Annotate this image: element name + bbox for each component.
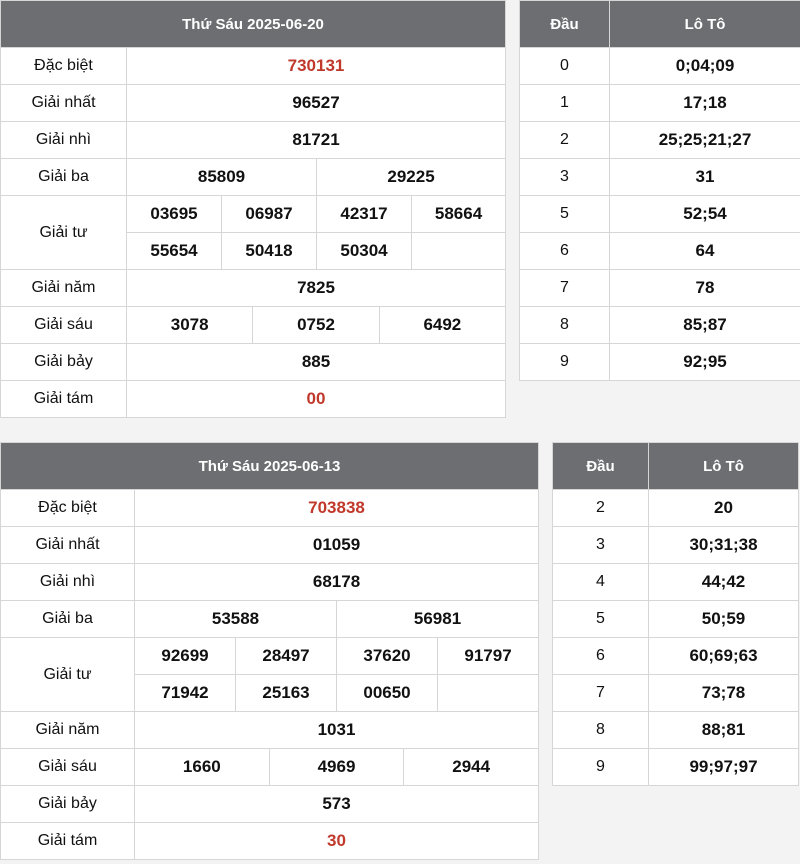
loto-row <box>553 749 799 786</box>
label-third: Giải ba <box>1 159 127 196</box>
label-fifth: Giải năm <box>1 712 135 749</box>
row-fifth <box>1 270 506 307</box>
loto-row <box>520 233 800 270</box>
label-fifth: Giải năm <box>1 270 127 307</box>
row-seventh <box>1 786 539 823</box>
row-fifth <box>1 712 539 749</box>
label-seventh: Giải bảy <box>1 344 127 381</box>
prize-fourth-1: 03695 <box>127 196 222 233</box>
loto-row <box>520 48 800 85</box>
prize-eighth: 00 <box>127 381 506 418</box>
loto-value: 20 <box>649 490 799 527</box>
prize-second: 81721 <box>127 122 506 159</box>
loto-table-2 <box>552 442 799 786</box>
loto-dau: 7 <box>520 270 610 307</box>
prize-sixth-2: 0752 <box>253 307 379 343</box>
prize-fourth-1: 92699 <box>135 638 236 675</box>
prize-third-1: 53588 <box>135 601 337 638</box>
header-dau: Đầu <box>553 443 649 490</box>
prize-sixth-group <box>135 749 539 786</box>
prize-fourth-5: 55654 <box>127 233 222 270</box>
loto-dau: 3 <box>553 527 649 564</box>
prize-second: 68178 <box>135 564 539 601</box>
results-title: Thứ Sáu 2025-06-20 <box>1 1 506 48</box>
label-third: Giải ba <box>1 601 135 638</box>
loto-value: 78 <box>610 270 800 307</box>
row-seventh <box>1 344 506 381</box>
prize-special: 703838 <box>135 490 539 527</box>
loto-value: 92;95 <box>610 344 800 381</box>
loto-value: 31 <box>610 159 800 196</box>
prize-seventh: 885 <box>127 344 506 381</box>
row-third <box>1 159 506 196</box>
empty-cell <box>438 675 539 712</box>
label-sixth: Giải sáu <box>1 749 135 786</box>
prize-fourth-3: 42317 <box>317 196 412 233</box>
row-eighth <box>1 823 539 860</box>
row-sixth <box>1 307 506 344</box>
header-loto: Lô Tô <box>649 443 799 490</box>
label-fourth: Giải tư <box>1 196 127 270</box>
loto-value: 25;25;21;27 <box>610 122 800 159</box>
loto-table-1 <box>519 0 800 381</box>
loto-dau: 5 <box>520 196 610 233</box>
loto-row <box>520 196 800 233</box>
prize-fourth-4: 58664 <box>412 196 506 233</box>
loto-value: 30;31;38 <box>649 527 799 564</box>
prize-sixth-group <box>127 307 506 344</box>
results-table-2 <box>0 442 539 860</box>
row-second <box>1 122 506 159</box>
prize-fourth-2: 06987 <box>222 196 317 233</box>
prize-sixth-3: 6492 <box>423 315 462 334</box>
loto-dau: 2 <box>520 122 610 159</box>
loto-dau: 8 <box>520 307 610 344</box>
label-special: Đặc biệt <box>1 490 135 527</box>
loto-row <box>553 638 799 675</box>
prize-fourth-3: 37620 <box>337 638 438 675</box>
loto-row <box>553 527 799 564</box>
loto-row <box>520 344 800 381</box>
loto-dau: 4 <box>553 564 649 601</box>
prize-fifth: 1031 <box>135 712 539 749</box>
loto-dau: 0 <box>520 48 610 85</box>
label-second: Giải nhì <box>1 564 135 601</box>
loto-row <box>553 490 799 527</box>
results-title: Thứ Sáu 2025-06-13 <box>1 443 539 490</box>
results-table-1 <box>0 0 506 418</box>
loto-row <box>553 564 799 601</box>
prize-fourth-4: 91797 <box>438 638 539 675</box>
loto-dau: 9 <box>520 344 610 381</box>
loto-value: 52;54 <box>610 196 800 233</box>
row-third <box>1 601 539 638</box>
header-loto: Lô Tô <box>610 1 800 48</box>
prize-third-1: 85809 <box>127 159 317 196</box>
row-second <box>1 564 539 601</box>
loto-row <box>520 307 800 344</box>
row-first <box>1 85 506 122</box>
prize-sixth-1: 1660 <box>135 749 270 785</box>
row-eighth <box>1 381 506 418</box>
loto-row <box>553 712 799 749</box>
prize-sixth-2: 4969 <box>270 749 405 785</box>
loto-row <box>520 270 800 307</box>
prize-fourth-6: 25163 <box>236 675 337 712</box>
loto-dau: 6 <box>553 638 649 675</box>
label-first: Giải nhất <box>1 85 127 122</box>
empty-cell <box>412 233 506 270</box>
prize-eighth: 30 <box>135 823 539 860</box>
prize-fourth-6: 50418 <box>222 233 317 270</box>
label-first: Giải nhất <box>1 527 135 564</box>
label-eighth: Giải tám <box>1 823 135 860</box>
prize-third-2: 29225 <box>317 159 506 196</box>
loto-value: 85;87 <box>610 307 800 344</box>
prize-seventh: 573 <box>135 786 539 823</box>
label-second: Giải nhì <box>1 122 127 159</box>
prize-sixth-3: 2944 <box>452 757 491 776</box>
label-fourth: Giải tư <box>1 638 135 712</box>
loto-row <box>553 675 799 712</box>
label-special: Đặc biệt <box>1 48 127 85</box>
loto-dau: 6 <box>520 233 610 270</box>
loto-value: 64 <box>610 233 800 270</box>
loto-row <box>520 122 800 159</box>
loto-value: 0;04;09 <box>610 48 800 85</box>
loto-dau: 1 <box>520 85 610 122</box>
prize-fourth-5: 71942 <box>135 675 236 712</box>
label-seventh: Giải bảy <box>1 786 135 823</box>
row-special <box>1 48 506 85</box>
loto-value: 99;97;97 <box>649 749 799 786</box>
label-sixth: Giải sáu <box>1 307 127 344</box>
row-first <box>1 527 539 564</box>
prize-first: 96527 <box>127 85 506 122</box>
row-special <box>1 490 539 527</box>
loto-dau: 5 <box>553 601 649 638</box>
row-fourth-1 <box>1 196 506 233</box>
loto-row <box>520 159 800 196</box>
loto-dau: 3 <box>520 159 610 196</box>
prize-fifth: 7825 <box>127 270 506 307</box>
loto-value: 73;78 <box>649 675 799 712</box>
draw-block-1 <box>0 0 800 418</box>
loto-value: 50;59 <box>649 601 799 638</box>
loto-row <box>553 601 799 638</box>
loto-value: 60;69;63 <box>649 638 799 675</box>
row-sixth <box>1 749 539 786</box>
loto-dau: 8 <box>553 712 649 749</box>
prize-third-2: 56981 <box>337 601 539 638</box>
prize-first: 01059 <box>135 527 539 564</box>
label-eighth: Giải tám <box>1 381 127 418</box>
prize-fourth-2: 28497 <box>236 638 337 675</box>
loto-dau: 7 <box>553 675 649 712</box>
loto-dau: 2 <box>553 490 649 527</box>
prize-fourth-7: 50304 <box>317 233 412 270</box>
prize-fourth-7: 00650 <box>337 675 438 712</box>
row-fourth-1 <box>1 638 539 675</box>
loto-value: 44;42 <box>649 564 799 601</box>
loto-value: 17;18 <box>610 85 800 122</box>
loto-value: 88;81 <box>649 712 799 749</box>
loto-dau: 9 <box>553 749 649 786</box>
loto-row <box>520 85 800 122</box>
header-dau: Đầu <box>520 1 610 48</box>
prize-special: 730131 <box>127 48 506 85</box>
prize-sixth-1: 3078 <box>127 307 253 343</box>
draw-block-2 <box>0 442 800 860</box>
